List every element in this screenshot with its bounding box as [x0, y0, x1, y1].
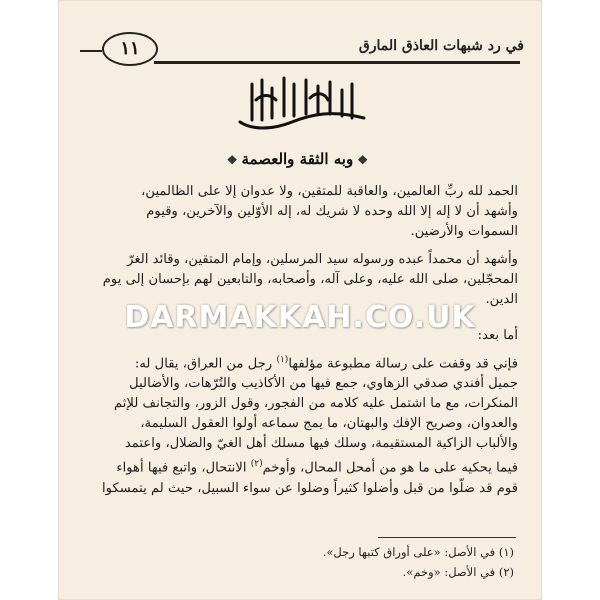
text-line: الحمد لله ربِّ العالمين، والعاقبة للمتقين، ولا عدوان إلا على الظالمين، [141, 184, 518, 199]
text-line: جميل أفندي صدقي الزهاوي، جمع فيها من الأكاذيب والتُرّهات، والأضاليل [129, 376, 518, 392]
footnote-separator [378, 537, 516, 538]
section-title [226, 150, 372, 168]
footnote-ref: (١) [276, 355, 289, 365]
text-line: أما بعد: [477, 328, 518, 343]
text-line: المحجّلين، صلى الله عليه، وعلى آله، وأصحابه، والتابعين لهم بإحسان إلى يوم [102, 272, 518, 287]
text-line: الدين. [485, 292, 518, 307]
text-line: والعدوان، وصريح الإفك والبهتان، ما يمج سماعه أولوا العقول السليمة، [140, 416, 518, 432]
text-segment: فيما يحكيه على ما هو من أمحل المحال، وأوخم [262, 460, 518, 476]
running-title: في رد شبهات العاذق المارق [358, 38, 524, 54]
text-line: السموات والأرضين. [410, 224, 518, 239]
ornament-icon: ❖ [357, 153, 368, 167]
text-line: المنكرات، مع ما اشتمل عليه كلامه من الفجور، وقول الزور، والتجانف للإثم [114, 396, 518, 412]
section-title-text: وبه الثقة والعصمة [241, 150, 354, 168]
paragraph-1 [98, 182, 518, 242]
header-rule-left [80, 50, 102, 52]
page-number: ١١ [102, 32, 158, 66]
text-line [98, 454, 518, 478]
main-paragraph [98, 350, 518, 499]
text-line: والألباب الزاكية المستقيمة، وسلك فيها مسلك أهل الغيّ والضلال، واعتمد [124, 436, 518, 452]
watermark: DARMAKKAH.CO.UK [124, 300, 476, 335]
text-segment: الانتحال، واتبع فيها أهواء [116, 460, 247, 476]
basmala-calligraphy [232, 70, 372, 140]
footnote-2: (٢) في الأصل: «وخم». [402, 565, 514, 579]
text-line: قوم قد ضلّوا من قبل وأضلوا كثيراً وضلوا عن سواء السبيل، حيث لم يتمسكوا [101, 480, 518, 496]
footnote-ref: (٢) [250, 459, 263, 470]
running-header [80, 36, 524, 64]
text-line: وأشهد أن لا إله إلا الله وحده لا شريك له، إله الأوّلين والآخرين، وقيوم [146, 204, 518, 219]
text-line: وأشهد أن محمداً عبده ورسوله سيد المرسلين، وإمام المتقين، وقائد الغرّ [127, 252, 518, 267]
text-line [98, 350, 518, 374]
text-segment: فإني قد وقفت على رسالة مطبوعة مؤلفها [288, 356, 518, 372]
text-segment: رجل من العراق، يقال له: [134, 356, 273, 372]
header-rule [154, 61, 520, 64]
ornament-icon: ❖ [226, 153, 238, 167]
footnote-1: (١) في الأصل: «على أوراق كتبها رجل». [322, 545, 514, 559]
